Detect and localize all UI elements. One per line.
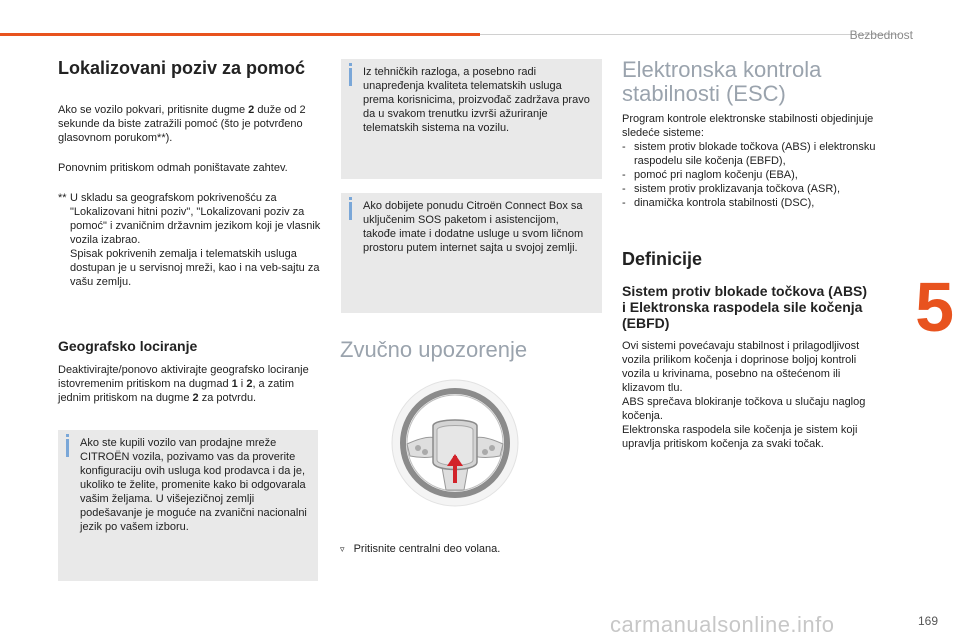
text: za potvrdu. bbox=[198, 392, 257, 404]
button-ref: 2 bbox=[192, 392, 199, 404]
text: duže od 2 sekunde da biste zatražili pomoć (što je potvrđeno glasovnom porukom**). bbox=[58, 104, 306, 144]
button-ref: 2 bbox=[248, 104, 255, 116]
instruction-row bbox=[340, 543, 500, 555]
button-ref: 1 bbox=[231, 378, 238, 390]
info-text: Ako dobijete ponudu Citroën Connect Box sa uključenim SOS paketom i asistencijom, takođe imate i dodatne usluge u svom ličnom prostoru putem internet sajta u svojoj zemlji. bbox=[363, 200, 584, 254]
info-box-connect-box bbox=[341, 193, 602, 313]
abs-body-3: Elektronska raspodela sile kočenja je sistem koji upravlja pritiskom kočenja za svaki točak. bbox=[622, 424, 858, 450]
info-icon bbox=[349, 63, 352, 66]
steering-wheel-icon bbox=[390, 378, 520, 508]
section-header: Bezbednost bbox=[849, 28, 913, 42]
list-item bbox=[622, 140, 890, 168]
list-item-text: sistem protiv proklizavanja točkova (ASR), bbox=[634, 183, 841, 195]
footnote-mark: ** bbox=[58, 192, 67, 204]
info-box-citroen bbox=[58, 430, 318, 581]
abs-body: Ovi sistemi povećavaju stabilnost i prilagodljivost vozila prilikom kočenja i doprinose boljoj kontroli vozila u krivinama, posebno na oštećenom ili klizavom tlu. bbox=[622, 340, 860, 394]
footnote-text bbox=[58, 191, 322, 247]
list-item bbox=[622, 182, 890, 196]
title-horn: Zvučno upozorenje bbox=[340, 337, 528, 362]
list-dash: - bbox=[622, 197, 626, 209]
footnote bbox=[58, 191, 322, 289]
info-icon bbox=[349, 197, 352, 200]
page-number: 169 bbox=[917, 614, 938, 628]
subtitle-abs-ebfd: Sistem protiv blokade točkova (ABS) i Elektronska raspodela sile kočenja (EBFD) bbox=[622, 283, 868, 331]
info-box-telematics bbox=[341, 59, 602, 179]
info-text: Iz tehničkih razloga, a posebno radi unapređenja kvaliteta telematskih usluga prema korisnicima, proizvođač zadržava pravo da u svakom trenutku izvrši ažuriranje telematskih sistema na vozilu. bbox=[363, 66, 590, 134]
watermark: carmanualsonline.info bbox=[610, 612, 835, 637]
top-gray-rule bbox=[480, 34, 900, 35]
instruction-text: Pritisnite centralni deo volana. bbox=[353, 543, 501, 555]
info-icon-bar bbox=[349, 68, 352, 86]
footnote-text-2: Spisak pokrivenih zemalja i telematskih usluga dostupan je u servisnoj mreži, kao i na veb-sajtu za vašu zemlju. bbox=[70, 248, 320, 288]
text: Ako se vozilo pokvari, pritisnite dugme bbox=[58, 104, 249, 116]
info-icon-bar bbox=[349, 202, 352, 220]
paragraph-geolocation bbox=[58, 363, 320, 405]
title-esc: Elektronska kontrola stabilnosti (ESC) bbox=[622, 57, 822, 106]
text: i bbox=[237, 378, 247, 390]
text: Deaktivirajte/ponovo aktivirajte geografsko lociranje istovremenim pritiskom na dugmad bbox=[58, 364, 309, 390]
title-definitions: Definicije bbox=[622, 249, 703, 269]
esc-intro-block bbox=[622, 112, 890, 210]
list-item-text: dinamička kontrola stabilnosti (DSC), bbox=[634, 197, 815, 209]
list-dash: - bbox=[622, 169, 626, 181]
abs-body-2: ABS sprečava blokiranje točkova u slučaju naglog kočenja. bbox=[622, 396, 866, 422]
title-geolocation: Geografsko lociranje bbox=[58, 338, 198, 354]
paragraph-cancel: Ponovnim pritiskom odmah poništavate zahtev. bbox=[58, 162, 288, 174]
list-item-text: pomoć pri naglom kočenju (EBA), bbox=[634, 169, 798, 181]
list-item-text: sistem protiv blokade točkova (ABS) i elektronsku raspodelu sile kočenja (EBFD), bbox=[634, 141, 876, 167]
title-localized-call: Lokalizovani poziv za pomoć bbox=[58, 58, 306, 78]
footnote-line: U skladu sa geografskom pokrivenošću za "Lokalizovani hitni poziv", "Lokalizovani poziv za pomoć" i zvaničnim državnim jezikom koji je vlasnik vozila izabrao. bbox=[70, 192, 321, 246]
paragraph-localized-call bbox=[58, 103, 320, 145]
list-dash: - bbox=[622, 183, 626, 195]
esc-intro: Program kontrole elektronske stabilnosti objedinjuje sledeće sisteme: bbox=[622, 113, 874, 139]
list-dash: - bbox=[622, 141, 626, 153]
abs-description bbox=[622, 339, 882, 451]
list-item bbox=[622, 168, 890, 182]
text: , a zatim jednim pritiskom na dugme bbox=[58, 378, 295, 404]
list-item bbox=[622, 196, 890, 210]
button-ref: 2 bbox=[246, 378, 253, 390]
info-icon-bar bbox=[66, 439, 69, 457]
top-accent-rule bbox=[0, 33, 480, 36]
info-text: Ako ste kupili vozilo van prodajne mreže CITROËN vozila, pozivamo vas da proverite konfiguraciju ovih usluga kod prodavca i da je, ukoliko te želite, promenite kako bi odgovarala vašim željama. U višejezičnoj zemlji podešavanje je moguće na zvanični nacionalni jezik po vašem izboru. bbox=[80, 437, 307, 533]
triangle-bullet-icon: ▿ bbox=[340, 544, 345, 554]
chapter-number: 5 bbox=[915, 268, 954, 346]
info-icon bbox=[66, 434, 69, 437]
